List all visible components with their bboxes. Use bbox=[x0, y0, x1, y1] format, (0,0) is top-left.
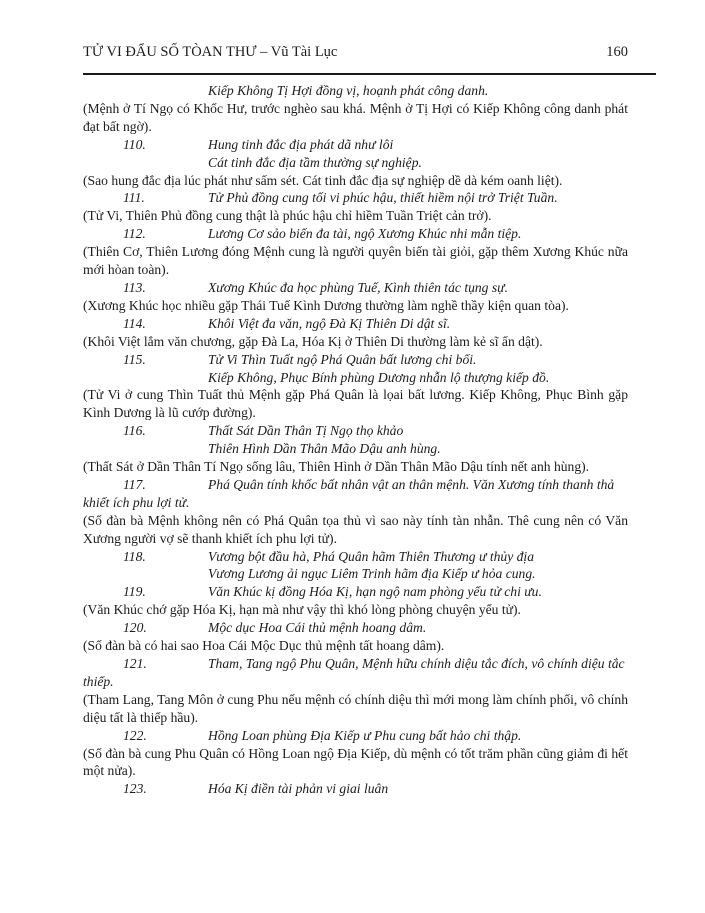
verse-line bbox=[83, 279, 628, 297]
page-number: 160 bbox=[606, 44, 628, 60]
commentary-paragraph: (Sao hung đắc địa lúc phát như sấm sét. Cát tinh đắc địa sự nghiệp dề dà kém oanh liệt). bbox=[83, 172, 563, 188]
verse-number: 120. bbox=[123, 620, 147, 636]
verse-line bbox=[83, 154, 628, 172]
verse-line bbox=[83, 476, 628, 512]
verse-text: Hung tinh đắc địa phát dã như lôi bbox=[208, 136, 394, 152]
verse-line bbox=[83, 565, 628, 583]
verse-line bbox=[83, 422, 628, 440]
verse-number: 119. bbox=[123, 584, 146, 600]
verse-number: 115. bbox=[123, 351, 146, 367]
commentary-paragraph: (Xương Khúc học nhiều gặp Thái Tuế Kình Dương thường làm nghề thầy kiện quan tòa). bbox=[83, 297, 569, 313]
commentary-paragraph: (Văn Khúc chớ gặp Hóa Kị, hạn mà như vậy thì khó lòng phòng chuyện yểu tử). bbox=[83, 602, 521, 618]
verse-line bbox=[83, 440, 628, 458]
verse-text: Mộc dục Hoa Cái thủ mệnh hoang dâm. bbox=[208, 620, 427, 636]
verse-text: Hồng Loan phùng Địa Kiếp ư Phu cung bất hảo chi thập. bbox=[208, 727, 522, 743]
commentary-paragraph: (Số đàn bà cung Phu Quân có Hồng Loan ngộ Địa Kiếp, dù mệnh có tốt trăm phần cũng giảm đi hết một nửa). bbox=[83, 745, 628, 779]
verse-text: Tử Vi Thìn Tuất ngộ Phá Quân bất lương chi bối. bbox=[208, 351, 477, 367]
commentary-paragraph: (Tử Vi, Thiên Phủ đồng cung thật là phúc hậu chỉ hiềm Tuần Triệt cản trở). bbox=[83, 208, 492, 224]
verse-number: 110. bbox=[123, 136, 146, 152]
verse-line bbox=[83, 369, 628, 387]
header-rule bbox=[83, 73, 656, 75]
page-content bbox=[83, 43, 628, 798]
page-header bbox=[83, 43, 628, 61]
verse-line bbox=[83, 780, 628, 798]
verse-text: Cát tinh đắc địa tầm thường sự nghiệp. bbox=[208, 154, 422, 170]
verse-number: 121. bbox=[123, 656, 147, 671]
verse-line bbox=[83, 727, 628, 745]
commentary-paragraph: (Số đàn bà có hai sao Hoa Cái Mộc Dục thủ mệnh tất hoang dâm). bbox=[83, 638, 445, 654]
commentary-paragraph: (Số đàn bà Mệnh không nên có Phá Quân tọa thủ vì sao này tính tàn nhẫn. Thê cung nên có Văn Xương người vợ sẽ thanh khiết ích phu lợi tử). bbox=[83, 512, 628, 546]
verse-line bbox=[83, 82, 628, 100]
verse-number: 116. bbox=[123, 423, 146, 439]
commentary-paragraph: (Thiên Cơ, Thiên Lương đóng Mệnh cung là người quyên biến tài giỏi, gặp thêm Xương Khúc nữa mới hòan toàn). bbox=[83, 244, 628, 278]
verse-number: 118. bbox=[123, 548, 146, 564]
verse-text: Phá Quân tính khốc bất nhân vật an thân mệnh. Văn Xương tính thanh thả khiết ích phu lợi tử. bbox=[83, 476, 615, 510]
verse-text: Kiếp Không Tị Hợi đồng vị, hoạnh phát công danh. bbox=[208, 83, 489, 98]
verse-text: Khôi Việt đa văn, ngộ Đà Kị Thiên Di dật sĩ. bbox=[208, 315, 451, 331]
verse-number: 122. bbox=[123, 727, 147, 743]
verse-line bbox=[83, 315, 628, 333]
verse-text: Vương Lương ải ngục Liêm Trinh hãm địa Kiếp ư hỏa cung. bbox=[208, 566, 536, 582]
book-title: TỬ VI ĐẨU SỐ TÒAN THƯ – Vũ Tài Lục bbox=[83, 44, 338, 60]
verse-number: 111. bbox=[123, 190, 145, 206]
verse-line bbox=[83, 583, 628, 601]
verse-number: 112. bbox=[123, 226, 146, 242]
page-body bbox=[83, 82, 628, 798]
verse-line bbox=[83, 136, 628, 154]
verse-line bbox=[83, 655, 628, 691]
verse-text: Xương Khúc đa học phùng Tuế, Kình thiên tác tụng sự. bbox=[208, 279, 508, 295]
commentary-paragraph: (Khôi Việt lắm văn chương, gặp Đà La, Hóa Kị ở Thiên Di thường làm kẻ sĩ ẩn dật). bbox=[83, 333, 543, 349]
verse-number: 113. bbox=[123, 279, 146, 295]
verse-text: Kiếp Không, Phục Bính phùng Dương nhẫn lộ thượng kiếp đồ. bbox=[208, 369, 550, 385]
verse-line bbox=[83, 225, 628, 243]
verse-text: Lương Cơ sảo biến đa tài, ngộ Xương Khúc nhi mẫn tiệp. bbox=[208, 226, 522, 242]
verse-text: Vương bột đầu hà, Phá Quân hãm Thiên Thương ư thủy địa bbox=[208, 548, 534, 564]
commentary-paragraph: (Tham Lang, Tang Môn ở cung Phu nếu mệnh có chính diệu thì mới mong làm chính phối, vô chính diệu tất là thiếp hầu). bbox=[83, 691, 628, 725]
verse-line bbox=[83, 189, 628, 207]
verse-number: 123. bbox=[123, 781, 147, 797]
commentary-paragraph: (Tử Vi ở cung Thìn Tuất thủ Mệnh gặp Phá Quân là lọai bất lương. Kiếp Không, Phục Bình gặp Kình Dương là lũ cướp đường). bbox=[83, 387, 628, 421]
verse-text: Thiên Hình Dần Thân Mão Dậu anh hùng. bbox=[208, 441, 441, 457]
verse-number: 114. bbox=[123, 315, 146, 331]
commentary-paragraph: (Mệnh ở Tí Ngọ có Khốc Hư, trước nghèo sau khá. Mệnh ở Tị Hợi có Kiếp Không công danh phát đạt bất ngờ). bbox=[83, 100, 628, 134]
verse-text: Hóa Kị điền tài phản vi giai luân bbox=[208, 781, 389, 797]
verse-text: Thất Sát Dần Thân Tị Ngọ thọ khảo bbox=[208, 423, 404, 439]
verse-text: Tham, Tang ngộ Phu Quân, Mệnh hữu chính diệu tắc đích, vô chính diệu tắc thiếp. bbox=[83, 656, 625, 689]
verse-line bbox=[83, 351, 628, 369]
verse-text: Tử Phủ đồng cung tối vi phúc hậu, thiết hiềm nội trở Triệt Tuần. bbox=[208, 190, 558, 206]
verse-number: 117. bbox=[123, 476, 146, 492]
commentary-paragraph: (Thất Sát ở Dần Thân Tí Ngọ sống lâu, Thiên Hình ở Dần Thân Mão Dậu tính nết anh hùng). bbox=[83, 459, 590, 475]
verse-text: Văn Khúc kị đồng Hóa Kị, hạn ngộ nam phòng yếu tử chi ưu. bbox=[208, 584, 542, 600]
verse-line bbox=[83, 619, 628, 637]
verse-line bbox=[83, 548, 628, 566]
